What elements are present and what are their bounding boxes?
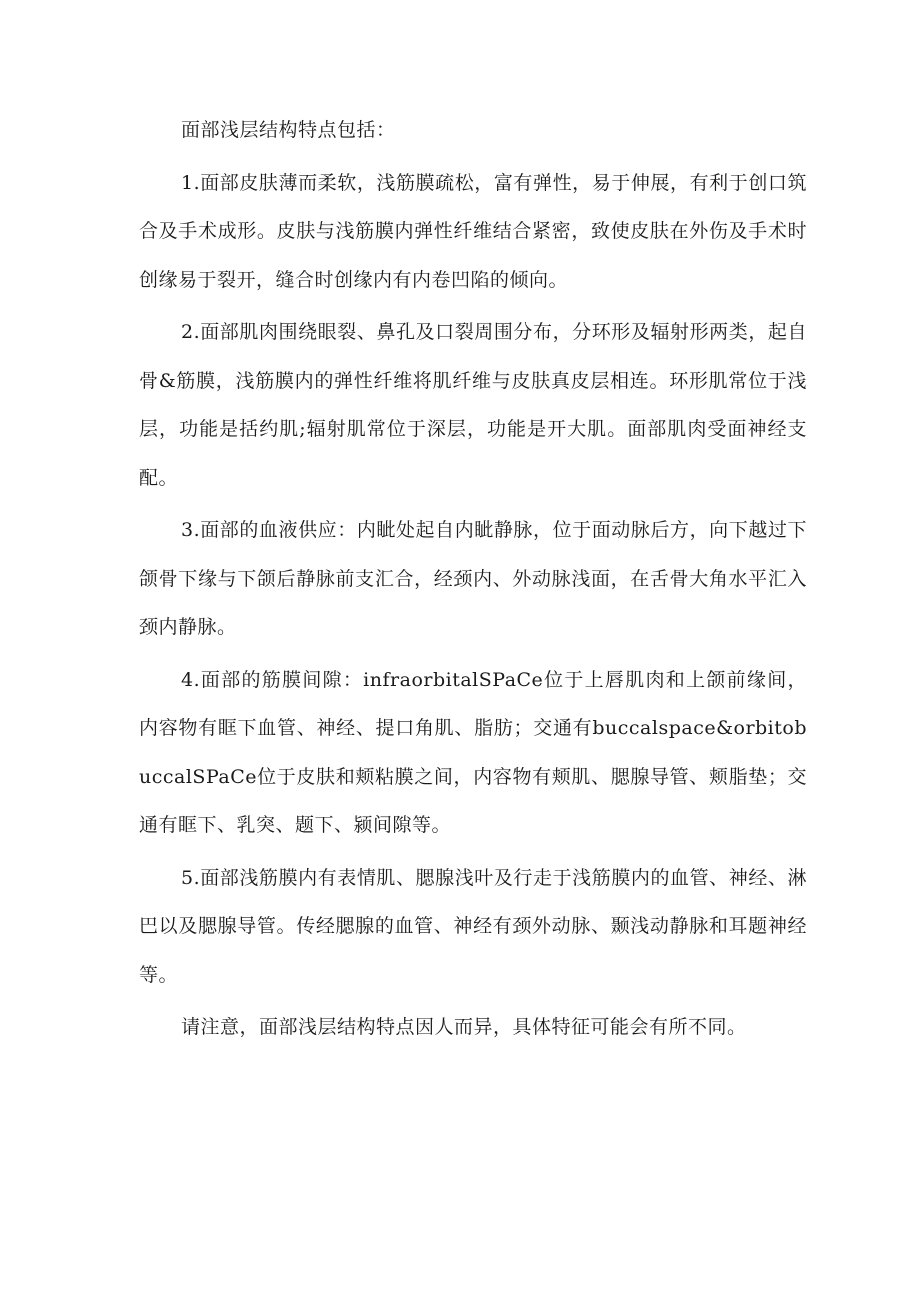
- intro-paragraph: 面部浅层结构特点包括：: [181, 119, 396, 141]
- item-paragraph-4: 4.面部的筋膜间隙：infraorbitalSPaCe位于上唇肌肉和上颌前缘间，内容物有眶下血管、神经、提口角肌、脂肪；交通有buccalspace&orbitobuccalSPaCe位于皮肤和颊粘膜之间，内容物有颊肌、腮腺导管、颊脂垫；交通有眶下、乳突、题下、颍间隙等。: [139, 668, 807, 836]
- document-body: [139, 106, 807, 1056]
- item-paragraph-2: 2.面部肌肉围绕眼裂、鼻孔及口裂周围分布，分环形及辐射形两类，起自骨&筋膜，浅筋膜内的弹性纤维将肌纤维与皮肤真皮层相连。环形肌常位于浅层，功能是括约肌;辐射肌常位于深层，功能是开大肌。面部肌肉受面神经支配。: [139, 321, 807, 489]
- item-paragraph-5: 5.面部浅筋膜内有表情肌、腮腺浅叶及行走于浅筋膜内的血管、神经、淋巴以及腮腺导管。传经腮腺的血管、神经有颈外动脉、颞浅动静脉和耳题神经等。: [139, 866, 807, 986]
- item-paragraph-1: 1.面部皮肤薄而柔软，浅筋膜疏松，富有弹性，易于伸展，有利于创口筑合及手术成形。皮肤与浅筋膜内弹性纤维结合紧密，致使皮肤在外伤及手术时创缘易于裂开，缝合时创缘内有内卷凹陷的倾向。: [139, 171, 807, 291]
- item-paragraph-3: 3.面部的血液供应：内眦处起自内眦静脉，位于面动脉后方，向下越过下颌骨下缘与下颌后静脉前支汇合，经颈内、外动脉浅面，在舌骨大角水平汇入颈内静脉。: [139, 519, 807, 638]
- note-paragraph: 请注意，面部浅层结构特点因人而异，具体特征可能会有所不同。: [181, 1016, 747, 1038]
